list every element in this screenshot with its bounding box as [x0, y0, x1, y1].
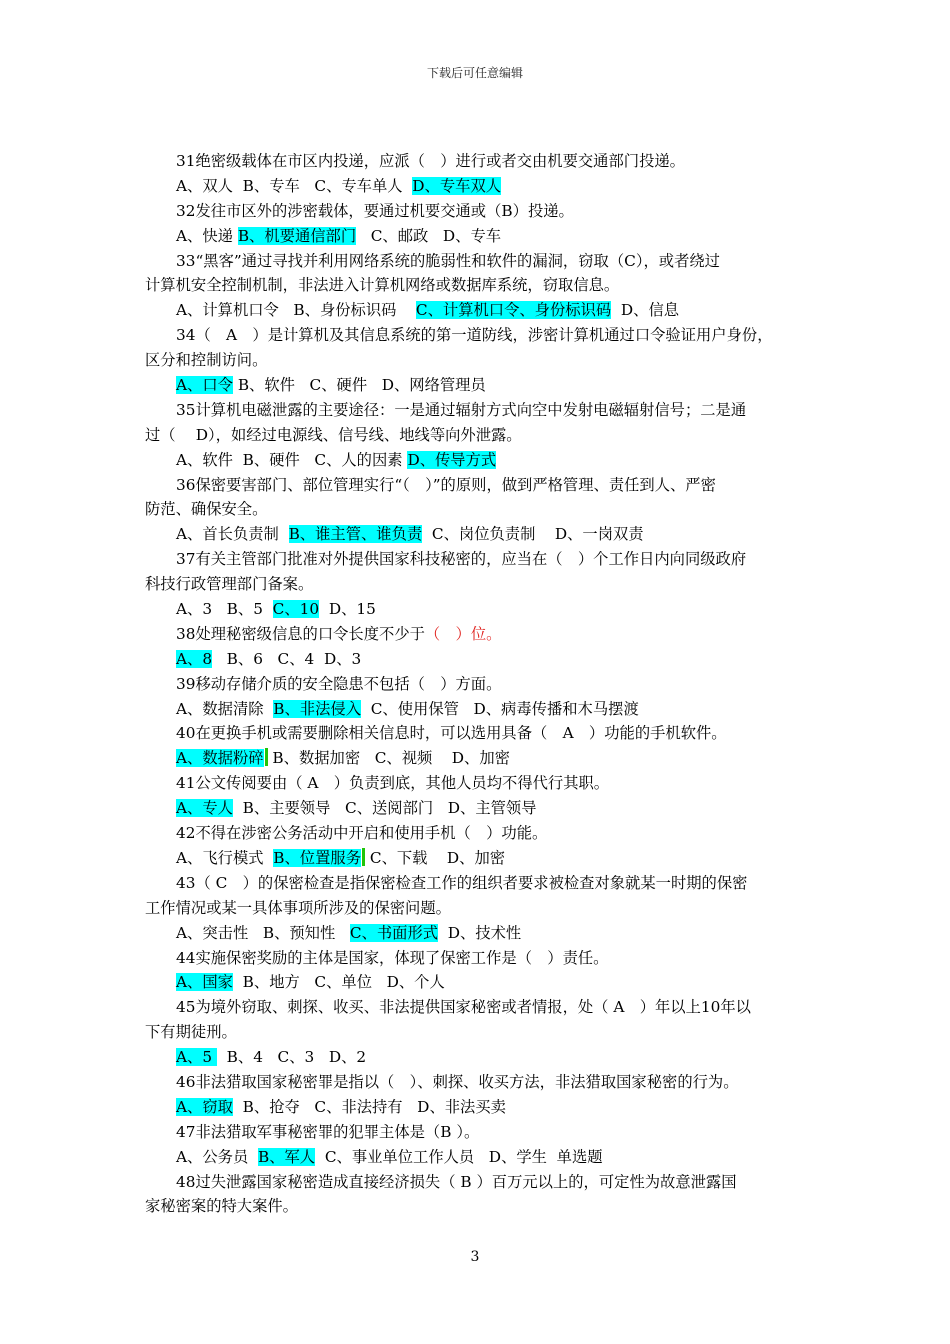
- text-line: [145, 647, 815, 672]
- text-line: [145, 373, 815, 398]
- highlighted-answer: B、谁主管、谁负责: [288, 525, 423, 544]
- text-segment: 36保密要害部门、部位管理实行“（ ）”的原则，做到严格管理、责任到人、严密: [176, 475, 716, 494]
- text-segment: A、计算机口令 B、身份标识码: [176, 301, 416, 320]
- text-line: [145, 622, 815, 647]
- text-segment: 下有期徒刑。: [145, 1023, 237, 1042]
- highlighted-answer: B、非法侵入: [273, 699, 361, 718]
- text-segment: 41公文传阅要由（ A ）负责到底，其他人员均不得代行其职。: [176, 774, 610, 793]
- text-line: [145, 224, 815, 249]
- highlighted-answer: A、专人: [176, 799, 233, 818]
- text-segment: B、抢夺 C、非法持有 D、非法买卖: [232, 1097, 506, 1116]
- text-segment: 过（ D），如经过电源线、信号线、地线等向外泄露。: [145, 425, 522, 444]
- text-segment: 33“黑客”通过寻找并利用网络系统的脆弱性和软件的漏洞，窃取（C），或者绕过: [176, 251, 720, 270]
- text-segment: 防范、确保安全。: [145, 500, 268, 519]
- text-line: [145, 1145, 815, 1170]
- text-segment: D、信息: [611, 301, 680, 320]
- highlighted-answer: B、位置服务: [273, 848, 361, 867]
- text-line: [145, 497, 815, 522]
- highlighted-answer: A、数据粉碎: [176, 749, 264, 768]
- highlighted-answer: C、计算机口令、身份标识码: [415, 301, 612, 320]
- highlighted-answer: A、窃取: [176, 1097, 233, 1116]
- text-segment: A、公务员: [176, 1147, 258, 1166]
- text-segment: A、快递: [176, 226, 238, 245]
- text-line: [145, 1170, 815, 1195]
- text-segment: A、软件 B、硬件 C、人的因素: [176, 450, 408, 469]
- text-segment: B、软件 C、硬件 D、网络管理员: [232, 376, 486, 395]
- text-segment: C、事业单位工作人员 D、学生 单选题: [315, 1147, 603, 1166]
- text-line: [145, 423, 815, 448]
- text-segment: B、主要领导 C、送阅部门 D、主管领导: [232, 799, 537, 818]
- text-line: [145, 721, 815, 746]
- text-line: [145, 572, 815, 597]
- text-segment: B、地方 C、单位 D、个人: [232, 973, 445, 992]
- highlighted-answer: D、专车双人: [412, 176, 502, 195]
- text-segment: B、数据加密 C、视频 D、加密: [267, 749, 510, 768]
- text-line: [145, 448, 815, 473]
- document-body: [145, 149, 815, 1219]
- text-segment: C、邮政 D、专车: [356, 226, 502, 245]
- text-segment: D、技术性: [438, 923, 522, 942]
- text-segment: B、6 C、4 D、3: [212, 649, 362, 668]
- text-segment: D、15: [319, 600, 376, 619]
- text-segment: 42不得在涉密公务活动中开启和使用手机（ ）功能。: [176, 824, 548, 843]
- text-segment: A、双人 B、专车 C、专车单人: [176, 176, 413, 195]
- text-line: [145, 796, 815, 821]
- text-segment: C、岗位负责制 D、一岗双责: [422, 525, 644, 544]
- highlighted-answer: B、军人: [257, 1147, 316, 1166]
- text-line: [145, 398, 815, 423]
- text-line: [145, 746, 815, 771]
- text-line: [145, 771, 815, 796]
- highlighted-answer: A、5: [176, 1048, 217, 1067]
- text-segment: 38处理秘密级信息的口令长度不少于: [176, 624, 425, 643]
- text-segment: A、3 B、5: [176, 600, 273, 619]
- text-segment: 37有关主管部门批准对外提供国家科技秘密的，应当在（ ）个工作日内向同级政府: [176, 550, 747, 569]
- text-segment: 47非法猎取军事秘密罪的犯罪主体是（B ）。: [176, 1122, 480, 1141]
- text-segment: 31绝密级载体在市区内投递，应派（ ）进行或者交由机要交通部门投递。: [176, 152, 685, 170]
- text-segment: 40在更换手机或需要删除相关信息时，可以选用具备（ A ）功能的手机软件。: [176, 724, 727, 743]
- highlighted-answer: A、8: [176, 649, 213, 668]
- page-header: 下载后可任意编辑: [426, 66, 523, 80]
- text-line: [145, 871, 815, 896]
- highlighted-answer: A、口令: [176, 376, 233, 395]
- highlighted-answer: D、传导方式: [407, 450, 497, 469]
- text-line: [145, 199, 815, 224]
- text-line: [145, 697, 815, 722]
- text-segment: 44实施保密奖励的主体是国家，体现了保密工作是（ ）责任。: [176, 948, 609, 967]
- text-line: [145, 970, 815, 995]
- text-segment: 区分和控制访问。: [145, 351, 268, 370]
- text-segment: A、突击性 B、预知性: [176, 923, 350, 942]
- highlighted-answer: C、书面形式: [349, 923, 439, 942]
- text-line: [145, 1070, 815, 1095]
- highlighted-answer: B、机要通信部门: [237, 226, 357, 245]
- text-line: [145, 921, 815, 946]
- text-segment: 家秘密案的特大案件。: [145, 1197, 298, 1216]
- text-line: [145, 1120, 815, 1145]
- text-line: [145, 597, 815, 622]
- text-line: [145, 896, 815, 921]
- text-segment: C、下载 D、加密: [365, 848, 506, 867]
- text-segment: 32发往市区外的涉密载体，要通过机要交通或（B）投递。: [176, 201, 574, 220]
- text-line: [145, 298, 815, 323]
- text-line: [145, 672, 815, 697]
- text-line: [145, 273, 815, 298]
- text-line: [145, 348, 815, 373]
- text-segment: 48过失泄露国家秘密造成直接经济损失（ B ）百万元以上的，可定性为故意泄露国: [176, 1172, 737, 1191]
- highlighted-answer: C、10: [272, 600, 320, 619]
- page-number: 3: [470, 1249, 480, 1265]
- text-line: [145, 249, 815, 274]
- text-segment: B、4 C、3 D、2: [216, 1048, 367, 1067]
- text-line: [145, 1045, 815, 1070]
- text-line: [145, 946, 815, 971]
- text-segment: 科技行政管理部门备案。: [145, 575, 314, 594]
- text-line: [145, 1194, 815, 1219]
- text-line: [145, 174, 815, 199]
- text-line: [145, 995, 815, 1020]
- text-line: [145, 1020, 815, 1045]
- text-segment: 43（ C ）的保密检查是指保密检查工作的组织者要求被检查对象就某一时期的保密: [176, 873, 748, 892]
- text-line: [145, 473, 815, 498]
- highlighted-answer: A、国家: [176, 973, 233, 992]
- text-line: [145, 149, 815, 174]
- text-segment: A、飞行模式: [176, 848, 274, 867]
- text-segment: 34（ A ）是计算机及其信息系统的第一道防线，涉密计算机通过口令验证用户身份，: [176, 326, 773, 345]
- text-segment: C、使用保管 D、病毒传播和木马摆渡: [361, 699, 639, 718]
- text-segment: 35计算机电磁泄露的主要途径：一是通过辐射方式向空中发射电磁辐射信号；二是通: [176, 400, 747, 419]
- text-segment: 工作情况或某一具体事项所涉及的保密问题。: [145, 898, 451, 917]
- text-segment: A、首长负责制: [176, 525, 289, 544]
- text-line: [145, 821, 815, 846]
- text-segment: 45为境外窃取、刺探、收买、非法提供国家秘密或者情报，处（ A ）年以上10年以: [176, 998, 751, 1017]
- text-line: [145, 1095, 815, 1120]
- red-text: （ ）位。: [424, 624, 502, 643]
- text-line: [145, 323, 815, 348]
- text-segment: 计算机安全控制机制，非法进入计算机网络或数据库系统，窃取信息。: [145, 276, 620, 295]
- text-line: [145, 547, 815, 572]
- text-segment: A、数据清除: [176, 699, 274, 718]
- text-line: [145, 522, 815, 547]
- text-line: [145, 846, 815, 871]
- text-segment: 39移动存储介质的安全隐患不包括（ ）方面。: [176, 674, 502, 693]
- text-segment: 46非法猎取国家秘密罪是指以（ ）、刺探、收买方法，非法猎取国家秘密的行为。: [176, 1072, 739, 1091]
